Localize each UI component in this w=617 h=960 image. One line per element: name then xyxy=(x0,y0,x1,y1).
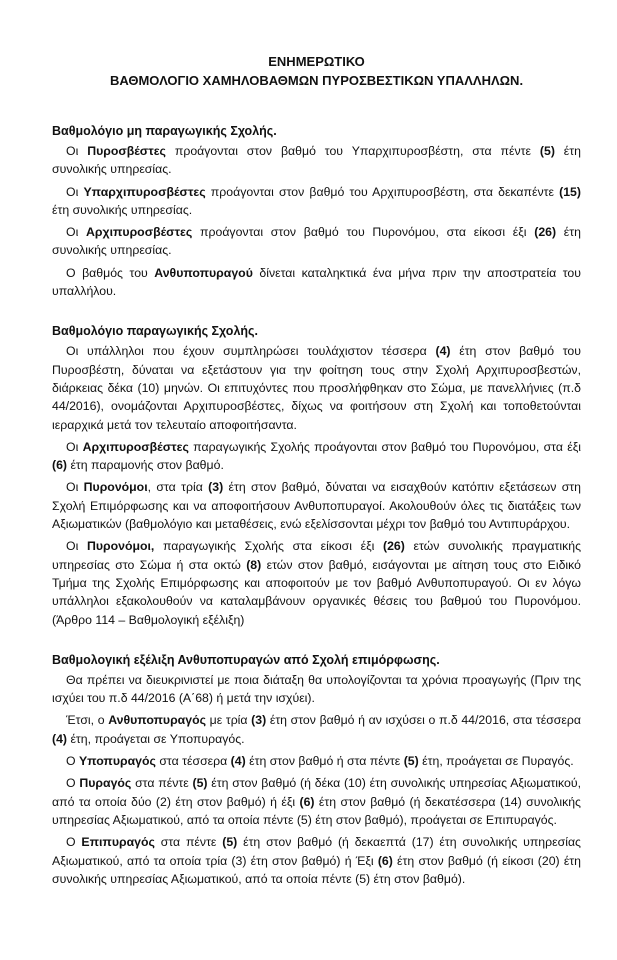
bold-text: (6) xyxy=(377,853,393,868)
text: έτη στον βαθμό (ή είκοσι (20) έτη συνολικής υπηρεσίας Αξιωματικού, από τα οποία πέντε (5) έτη στον βαθμό). xyxy=(52,853,582,886)
text: έτη συνολικής υπηρεσίας. xyxy=(52,202,193,217)
text: έτη, προάγεται σε Πυραγός. xyxy=(418,754,574,769)
bold-text: Ανθυποπυραγός xyxy=(108,713,206,728)
paragraph xyxy=(52,774,581,829)
text: παραγωγικής Σχολής στα είκοσι έξι xyxy=(154,539,383,554)
text: Ο xyxy=(66,776,80,791)
text: Οι xyxy=(66,225,87,240)
text: έτη παραμονής στον βαθμό. xyxy=(67,458,224,473)
paragraph xyxy=(52,342,581,433)
paragraph xyxy=(52,711,581,748)
section xyxy=(52,322,581,628)
section-heading: Βαθμολογική εξέλιξη Ανθυποπυραγών από Σχολή επιμόρφωσης. xyxy=(52,652,440,667)
text: Οι xyxy=(66,539,87,554)
paragraph xyxy=(52,833,581,888)
bold-text: (3) xyxy=(208,480,224,495)
bold-text: Πυρονόμοι xyxy=(83,480,148,495)
bold-text: (5) xyxy=(403,754,419,769)
bold-text: Πυρονόμοι, xyxy=(86,539,155,554)
bold-text: (26) xyxy=(382,539,405,554)
bold-text: (5) xyxy=(222,835,238,850)
text: δίνεται καταληκτικά ένα μήνα πριν την αποστρατεία του υπαλλήλου. xyxy=(52,265,581,299)
bold-text: (5) xyxy=(192,776,208,791)
bold-text: (3) xyxy=(251,713,267,728)
bold-text: (8) xyxy=(246,557,262,572)
document-title: ΕΝΗΜΕΡΩΤΙΚΟ xyxy=(268,54,365,69)
section-heading: Βαθμολόγιο παραγωγικής Σχολής. xyxy=(52,324,258,339)
bold-text: Αρχιπυροσβέστες xyxy=(86,225,193,240)
text: Οι xyxy=(66,184,84,199)
paragraph xyxy=(52,537,581,628)
paragraph xyxy=(52,183,581,220)
text: Ο xyxy=(66,835,82,850)
text: ετών στον βαθμό, εισάγονται με αίτηση τους στο Ειδικό Τμήμα της Σχολής Επιμόρφωσης και αποφοιτούν με τον βαθμό Ανθυποπυραγού. Οι εν λόγω υπάλληλοι εξακολουθούν να καταλαμβάνουν οργανικές θέσεις του βαθμού του Πυρονόμου. (Άρθρο 114 – Βαθμολογική εξέλιξη) xyxy=(52,557,581,627)
text: έτη συνολικής υπηρεσίας. xyxy=(52,225,581,258)
document-subtitle: ΒΑΘΜΟΛΟΓΙΟ ΧΑΜΗΛΟΒΑΘΜΩΝ ΠΥΡΟΣΒΕΣΤΙΚΩΝ ΥΠΑΛΛΗΛΩΝ. xyxy=(109,73,524,88)
bold-text: Υπαρχιπυροσβέστες xyxy=(83,184,206,199)
paragraph xyxy=(52,671,581,708)
paragraph xyxy=(52,438,581,475)
bold-text: (6) xyxy=(52,458,68,473)
bold-text: (4) xyxy=(52,731,68,746)
paragraph xyxy=(52,478,581,533)
bold-text: Επιπυραγός xyxy=(81,835,155,850)
bold-text: (5) xyxy=(539,144,555,158)
text: έτη συνολικής υπηρεσίας. xyxy=(52,144,581,177)
paragraph xyxy=(52,752,581,770)
bold-text: (6) xyxy=(299,794,315,809)
text: έτη στον βαθμό, δύναται να εισαχθούν κατόπιν εξετάσεων στη Σχολή Επιμόρφωσης και να αποφοιτήσουν Ανθυποπυραγοί. Ακολουθούν όλες τις διατάξεις των Αξιωματικών (βαθμολόγιο και μεταθέσεις, ενώ εξελίσσονται μέχρι τον βαθμό του Αντιπυράρχου. xyxy=(52,480,581,532)
bold-text: Υποπυραγός xyxy=(78,754,156,769)
text: στα πέντε xyxy=(154,835,223,850)
bold-text: (15) xyxy=(559,184,581,199)
text: προάγονται στον βαθμό του Αρχιπυροσβέστη, στα δεκαπέντε xyxy=(205,184,560,199)
text: , στα τρία xyxy=(147,480,209,495)
bold-text: (4) xyxy=(435,344,451,359)
document-body xyxy=(52,122,581,888)
bold-text: Πυροσβέστες xyxy=(87,144,166,158)
text: Ο βαθμός του xyxy=(66,265,155,280)
text: παραγωγικής Σχολής προάγονται στον βαθμό του Πυρονόμου, στα έξι xyxy=(188,439,581,454)
text: έτη στον βαθμό (ή δεκατέσσερα (14) συνολικής υπηρεσίας Αξιωματικού, από τα οποία πέντε (5) έτη στον βαθμό), προάγεται σε Επιπυραγός. xyxy=(52,794,581,827)
text: Έτσι, ο xyxy=(66,713,109,728)
text: έτη στον βαθμό ή αν ισχύσει ο π.δ 44/2016, στα τέσσερα xyxy=(266,713,581,728)
section xyxy=(52,651,581,888)
text: Οι xyxy=(66,480,84,495)
bold-text: (4) xyxy=(230,754,246,769)
paragraph xyxy=(52,264,581,301)
paragraph xyxy=(52,142,581,179)
text: με τρία xyxy=(205,713,252,728)
text: έτη, προάγεται σε Υποπυραγός. xyxy=(67,731,245,746)
text: Οι υπάλληλοι που έχουν συμπληρώσει τουλάχιστον τέσσερα xyxy=(66,344,436,359)
text: Θα πρέπει να διευκρινιστεί με ποια διάταξη θα υπολογίζονται τα χρόνια προαγωγής (Πριν της ισχύει του π.δ 44/2016 (Α΄68) ή μετά την ισχύει). xyxy=(52,672,581,706)
bold-text: Αρχιπυροσβέστες xyxy=(82,439,189,454)
bold-text: Ανθυποπυραγού xyxy=(154,265,253,280)
text: έτη στον βαθμό ή στα πέντε xyxy=(245,754,404,769)
text: έτη στον βαθμό του Πυροσβέστη, δύναται να εξετάστουν για την φοίτηση τους στην Σχολή Αρχιπυροσβεστών, διάρκειας δέκα (10) μηνών. Οι επιτυχόντες που προσλήφθηκαν στο Σώμα, με πανελλήνιες (π.δ 44/2016), ονομάζονται Αρχιπυροσβέστες, δίχως να φοιτήσουν στη Σχολή και τοποθετούνται ιεραρχικά μετά τον τελευταίο αποφοιτήσαντα. xyxy=(52,344,581,432)
text: προάγονται στον βαθμό του Πυρονόμου, στα είκοσι έξι xyxy=(192,225,535,240)
document-title-block xyxy=(52,52,581,90)
text: ετών συνολικής πραγματικής υπηρεσίας στο Σώμα ή στα οκτώ xyxy=(52,539,581,572)
text: Οι xyxy=(66,439,83,454)
text: έτη στον βαθμό (ή δεκαεπτά (17) έτη συνολικής υπηρεσίας Αξιωματικού, από τα οποία τρία (3) έτη στον βαθμό) ή Έξι xyxy=(52,835,581,868)
text: Οι xyxy=(66,144,88,158)
bold-text: Πυραγός xyxy=(79,776,132,791)
text: προάγονται στον βαθμό του Υπαρχιπυροσβέστη, στα πέντε xyxy=(165,144,540,158)
text: Ο xyxy=(66,754,79,769)
section-heading: Βαθμολόγιο μη παραγωγικής Σχολής. xyxy=(52,124,277,138)
bold-text: (26) xyxy=(534,225,557,240)
paragraph xyxy=(52,223,581,260)
text: στα πέντε xyxy=(131,776,193,791)
section xyxy=(52,122,581,300)
text: στα τέσσερα xyxy=(155,754,231,769)
text: έτη στον βαθμό (ή δέκα (10) έτη συνολικής υπηρεσίας Αξιωματικού, από τα οποία δύο (2) έτη στον βαθμό) ή έξι xyxy=(52,776,582,809)
